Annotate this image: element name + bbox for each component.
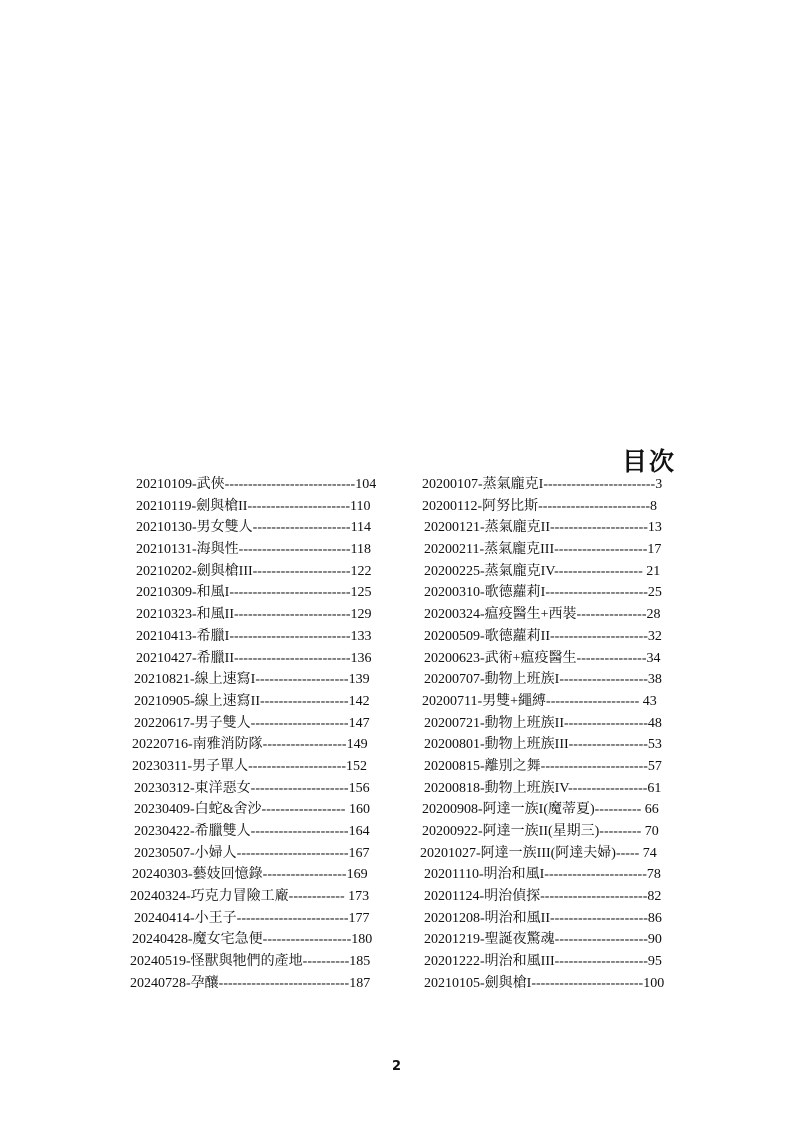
toc-entry: 20230312-東洋惡女---------------------156 — [134, 780, 370, 796]
toc-entry: 20230422-希臘雙人---------------------164 — [134, 824, 370, 839]
toc-entry: 20210309-和風I--------------------------125 — [136, 585, 372, 601]
toc-title: 目次 — [622, 449, 677, 476]
toc-entry: 20210821-線上速寫I--------------------139 — [134, 672, 370, 688]
toc-entry: 20201222-明治和風III--------------------95 — [424, 954, 662, 970]
toc-entry: 20240303-藝妓回憶錄------------------169 — [132, 867, 368, 883]
toc-entry: 20240428-魔女宅急便-------------------180 — [132, 932, 373, 948]
toc-entry: 20240324-巧克力冒險工廠------------ 173 — [130, 889, 370, 905]
toc-entry: 20200121-蒸氣龐克II---------------------13 — [424, 520, 662, 536]
toc-entry: 20210202-劍與槍III---------------------122 — [136, 563, 372, 579]
toc-entry: 20200112-阿努比斯------------------------8 — [422, 498, 658, 514]
toc-entry: 20210109-武俠----------------------------104 — [136, 477, 377, 492]
toc-entry: 20200908-阿達一族I(魔蒂夏)---------- 66 — [422, 802, 659, 818]
toc-entry: 20201027-阿達一族III(阿達夫婦)----- 74 — [420, 845, 657, 861]
toc-entry: 20200211-蒸氣龐克III--------------------17 — [424, 542, 662, 558]
toc-entry: 20230507-小婦人------------------------167 — [134, 845, 370, 861]
toc-entry: 20210413-希臘I--------------------------133 — [136, 628, 372, 644]
toc-column-left — [128, 474, 390, 995]
toc-entry: 20230409-白蛇&舍沙------------------ 160 — [134, 802, 370, 818]
toc-entry: 20201219-聖誕夜驚魂--------------------90 — [424, 932, 662, 948]
toc-entry: 20210427-希臘II-------------------------136 — [136, 650, 372, 666]
toc-entry: 20200107-蒸氣龐克I------------------------3 — [422, 477, 663, 492]
toc-entry: 20200815-離別之舞-----------------------57 — [424, 758, 662, 774]
toc-entry: 20201110-明治和風I----------------------78 — [424, 867, 661, 883]
toc-entry: 20220716-南雅消防隊------------------149 — [132, 737, 368, 753]
toc-entry: 20240519-怪獸與牠們的產地----------185 — [130, 954, 371, 970]
toc-entry: 20200324-瘟疫醫生+西裝---------------28 — [424, 607, 661, 623]
toc-entry: 20200225-蒸氣龐克IV------------------- 21 — [424, 563, 661, 579]
toc-entry: 20210905-線上速寫II-------------------142 — [134, 693, 370, 709]
toc-entry: 20210105-劍與槍I------------------------100 — [424, 975, 665, 991]
toc-entry: 20210130-男女雙人---------------------114 — [136, 520, 372, 536]
toc-entry: 20210119-劍與槍II----------------------110 — [136, 498, 371, 514]
toc-entry: 20200509-歌德蘿莉II---------------------32 — [424, 628, 662, 644]
toc-entry: 20200623-武術+瘟疫醫生---------------34 — [424, 650, 661, 666]
toc-entry: 20201124-明治偵探-----------------------82 — [424, 889, 662, 905]
toc-entry: 20200721-動物上班族II------------------48 — [424, 715, 662, 731]
toc-entry: 20210323-和風II-------------------------129 — [136, 607, 372, 623]
toc-entry: 20220617-男子雙人---------------------147 — [134, 715, 370, 731]
toc-entry: 20200707-動物上班族I-------------------38 — [424, 672, 662, 688]
toc-entry: 20200310-歌德蘿莉I----------------------25 — [424, 585, 662, 601]
toc-entry: 20240728-孕釀----------------------------187 — [130, 975, 371, 991]
toc-entry: 20230311-男子單人---------------------152 — [132, 758, 368, 774]
toc-entry: 20200801-動物上班族III-----------------53 — [424, 737, 662, 753]
toc-entry: 20210131-海與性------------------------118 — [136, 542, 372, 558]
toc-entry: 20200818-動物上班族IV-----------------61 — [424, 780, 662, 796]
toc-column-right — [418, 474, 680, 995]
toc-entry: 20200711-男雙+繩縛-------------------- 43 — [422, 693, 657, 709]
toc-entry: 20240414-小王子------------------------177 — [134, 910, 370, 926]
toc-entry: 20200922-阿達一族II(星期三)--------- 70 — [422, 824, 659, 839]
page-number: 2 — [392, 1059, 402, 1074]
toc-entry: 20201208-明治和風II---------------------86 — [424, 910, 662, 926]
